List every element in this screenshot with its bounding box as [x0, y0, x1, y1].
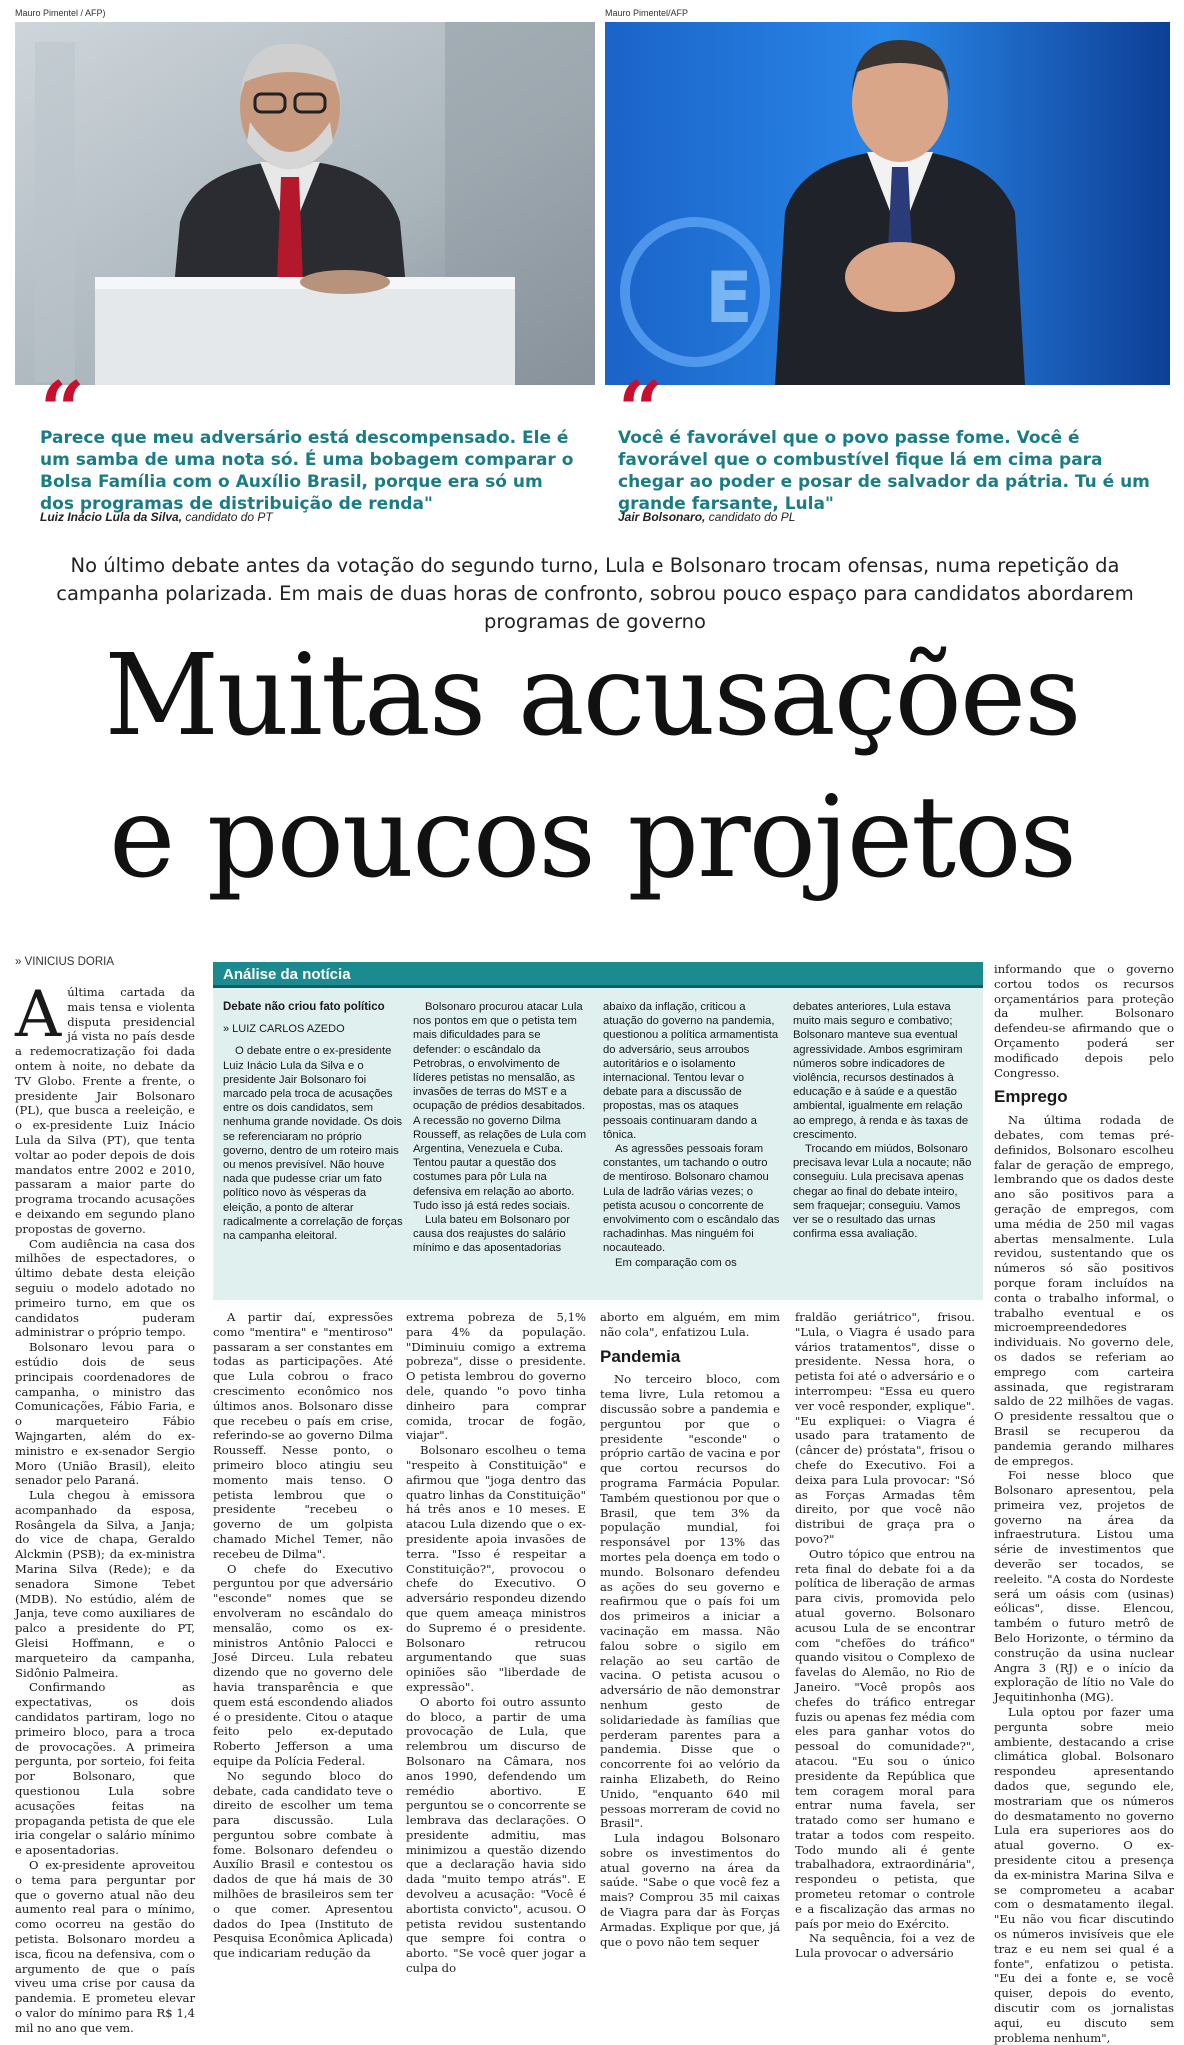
analysis-column-1	[223, 1000, 403, 1295]
attribution-name: Jair Bolsonaro,	[618, 510, 706, 524]
photo-lula	[15, 22, 595, 385]
headline-line-1: Muitas acusações	[104, 631, 1080, 761]
quote-left: Parece que meu adversário está descompensado. Ele é um samba de uma nota só. É uma bobagem comparar o Bolsa Família com o Auxílio Brasil, porque era só um dos programas de distribuição de renda"	[40, 428, 574, 514]
analysis-column-4	[793, 1000, 973, 1295]
section-heading-emprego: Emprego	[994, 1087, 1068, 1107]
article-paragraph: O chefe do Executivo perguntou por que adversário "esconde" nomes que se envolveram no escândalo do mensalão, como os ex-ministros Antônio Palocci e José Dirceu. Lula rebateu dizendo que no governo dele havia transparência e que quem está escondendo aliados é o presidente. Citou o ataque feito pelo ex-deputado Roberto Jefferson a uma equipe da Polícia Federal.	[213, 1561, 393, 1768]
quote-right: Você é favorável que o povo passe fome. Você é favorável que o combustível fique lá em cima para chegar ao poder e posar de salvador da pátria. Tu é um grande farsante, Lula"	[618, 428, 1150, 514]
analysis-paragraph: Trocando em miúdos, Bolsonaro precisava levar Lula a nocaute; não conseguiu. Lula precisava apenas chegar ao final do debate inteiro, sem fraquejar; conseguiu. Vamos ver se o resultado das urnas confirma essa avaliação.	[793, 1143, 972, 1241]
article-paragraph: última cartada da mais tensa e violenta disputa presidencial já vista no país desde a redemocratização foi dada ontem à noite, no debate da TV Globo. Frente a frente, o presidente Jair Bolsonaro (PL), que busca a reeleição, e o ex-presidente Luiz Inácio Lula da Silva (PT), que tenta voltar ao poder depois de dois mandatos entre 2002 e 2010, passaram a maior parte do programa trocando acusações e deixando em segundo plano propostas de governo.	[15, 985, 195, 1236]
article-paragraph: Bolsonaro escolheu o tema "respeito à Constituição" e afirmou que "joga dentro das quatro linhas da Constituição" há três anos e 10 meses. E atacou Lula dizendo que o ex-presidente apoia invasões de terra. "Isso é respeitar a Constituição?", provocou o chefe do Executivo. O adversário respondeu dizendo que quem ameaça ministros do Supremo é o presidente. Bolsonaro retrucou argumentando que suas opiniões são "liberdade de expressão".	[406, 1443, 586, 1694]
article-paragraph: O aborto foi outro assunto do bloco, a partir de uma provocação de Lula, que relembrou um discurso de Bolsonaro na Câmara, nos anos 1990, defendendo um remédio abortivo. E perguntou se o concorrente se lembrava das declarações. O presidente admitiu, mas minimizou a questão dizendo que a declaração havia sido dada "muito tempo atrás". E devolveu a acusação: "Você é abortista convicto", acusou. O petista revidou sustentando que sempre foi contra o aborto. "Se você quer jogar a culpa do	[406, 1694, 586, 1976]
analysis-title: Debate não criou fato político	[223, 1001, 385, 1013]
byline: » VINICIUS DORIA	[15, 956, 115, 968]
analysis-paragraph: O debate entre o ex-presidente Luiz Inácio Lula da Silva e o presidente Jair Bolsonaro foi marcado pela troca de acusações entre os dois candidatos, sem nenhuma grande novidade. Os dois se referenciaram no próprio governo, dentro de um roteiro mais ou menos previsível. Não houve nada que pudesse criar um fato político novo às vésperas da eleição, a ponto de alterar radicalmente a correlação de forças na campanha eleitoral.	[223, 1045, 403, 1243]
attribution-name: Luiz Inácio Lula da Silva,	[40, 510, 183, 524]
analysis-header	[213, 962, 983, 988]
article-column-5	[795, 1310, 975, 1961]
article-column-2	[213, 1310, 393, 1961]
analysis-paragraph: Bolsonaro procurou atacar Lula nos pontos em que o petista tem mais dificuldades para se defender: o escândalo da Petrobras, o envolvimento de líderes petistas no mensalão, as invasões de terras do MST e a ocupação de prédios desabitados. A recessão no governo Dilma Rousseff, as relações de Lula com Argentina, Venezuela e Cuba. Tentou pautar a questão dos costumes para pôr Lula na defensiva em relação ao aborto. Tudo isso já está redes sociais.	[413, 1001, 587, 1212]
article-paragraph: fraldão geriátrico", frisou. "Lula, o Viagra é usado para vários tratamentos", disse o presidente. Nessa hora, o petista foi até o adversário e o interrompeu: "Essa eu quero ver você responder, explique". "Eu expliquei: o Viagra é usado para tratamento de (câncer de) próstata", frisou o chefe do Executivo. Foi a deixa para Lula provocar: "Só as Forças Armadas têm direito, por que você não distribui de graça pra o povo?"	[795, 1310, 975, 1546]
quote-mark-right: “	[618, 365, 653, 456]
attribution-role: candidato do PT	[182, 510, 273, 524]
analysis-paragraph: As agressões pessoais foram constantes, um tachando o outro de mentiroso. Bolsonaro chamou Lula de ladrão várias vezes; o petista acusou o concorrente de envolvimento com o escândalo das rachadinhas. Mas ninguém foi nocauteado.	[603, 1143, 780, 1255]
article-paragraph: Outro tópico que entrou na reta final do debate foi a da política de liberação de armas para civis, promovida pelo atual governo. Bolsonaro acusou Lula de se encontrar com "chefões do tráfico" quando visitou o Complexo de favelas do Alemão, no Rio de Janeiro. "Você propôs aos chefes do tráfico entregar fuzis ou apenas fez média com eles para ganhar votos do pessoal do comunidade?", atacou. "Eu sou o único presidente da República que tem coragem moral para entrar numa favela, ser tratado como ser humano e tratar a todos com respeito. Todo mundo ali é gente trabalhadora, extraordinária", respondeu o petista, que prometeu retomar o controle e a fiscalização das armas no país por meio do Exército.	[795, 1546, 975, 1931]
article-column-1	[15, 978, 195, 2035]
article-paragraph: Lula optou por fazer uma pergunta sobre meio ambiente, destacando a crise climática global. Bolsonaro respondeu apresentando dados que, segundo ele, mostrariam que os números do desmatamento no governo Lula era superiores aos do atual governo. O ex-presidente citou a presença da ex-ministra Marina Silva e se comprometeu a acabar com o desmatamento ilegal. "Eu não vou ficar discutindo os números invisíveis que ele traz e eu nem sei qual é a fonte", enfatizou o petista. "Eu dei a fonte e, se você quiser, depois do evento, discutir com os jornalistas aqui, eu discuto sem problema nenhum",	[994, 1705, 1174, 2045]
analysis-column-2	[413, 1000, 591, 1295]
article-paragraph: Bolsonaro levou para o estúdio dois de seus principais coordenadores de campanha, o ministro das Comunicações, Fábio Faria, e o marqueteiro Fábio Wajngarten, além do ex-ministro e ex-senador Sergio Moro (União Brasil), eleito senador pelo Paraná.	[15, 1340, 195, 1488]
article-column-6	[994, 962, 1174, 2045]
article-paragraph: extrema pobreza de 5,1% para 4% da população. "Diminuiu comigo a extrema pobreza", disse o presidente. O petista lembrou do governo dele, quando "o povo tinha dinheiro para comprar comida, trocar de fogão, viajar".	[406, 1310, 586, 1443]
article-paragraph: informando que o governo cortou todos os recursos orçamentários para proteção da mulher. Bolsonaro defendeu-se afirmando que o Orçamento poderá ser modificado depois pelo Congresso.	[994, 962, 1174, 1080]
photo-credit-right: Mauro Pimentel/AFP	[605, 8, 689, 18]
headline-line-2: e poucos projetos	[109, 773, 1075, 903]
analysis-column-3	[603, 1000, 781, 1295]
article-paragraph: No terceiro bloco, com tema livre, Lula retomou a discussão sobre a pandemia e perguntou por que o presidente "esconde" o próprio cartão de vacina e por que cortou recursos do programa Farmácia Popular. Também questionou por que o Brasil, que tem 3% da população mundial, foi responsável por 13% das mortes pela doença em todo o mundo. Bolsonaro defendeu as ações do seu governo e reafirmou que o país foi um dos primeiros a iniciar a vacinação em massa. Não falou sobre o sigilo em relação ao seu cartão de vacina. O petista acusou o adversário de não demonstrar nenhum gesto de solidariedade às famílias que perderam parentes para a pandemia. Disse que o concorrente foi ao velório da rainha Elizabeth, do Reino Unido, "enquanto 640 mil pessoas morreram de covid no Brasil".	[600, 1372, 781, 1831]
analysis-box	[213, 962, 983, 1300]
attribution-left	[40, 510, 273, 524]
dropcap: A	[15, 978, 62, 1052]
section-heading-pandemia: Pandemia	[600, 1346, 681, 1366]
svg-text:E: E	[705, 257, 753, 339]
attribution-right	[618, 510, 795, 524]
subheadline: No último debate antes da votação do segundo turno, Lula e Bolsonaro trocam ofensas, numa repetição da campanha polarizada. Em mais de duas horas de confronto, sobrou pouco espaço para candidatos abordarem programas de governo	[56, 554, 1134, 633]
article-paragraph: A partir daí, expressões como "mentira" e "mentiroso" passaram a ser constantes em todas as participações. Até que Lula cobrou o fraco crescimento econômico nos últimos anos. Bolsonaro disse que recebeu o país em crise, referindo-se ao governo Dilma Rousseff. Nesse ponto, o primeiro bloco atingiu seu momento mais tenso. O petista lembrou que o presidente "recebeu o governo de um golpista chamado Michel Temer, não recebeu de Dilma".	[213, 1310, 393, 1561]
analysis-paragraph: abaixo da inflação, criticou a atuação do governo na pandemia, questionou a política armamentista do adversário, seus arroubos autoritários e o isolamento internacional. Tentou levar o debate para a discussão de propostas, mas os ataques pessoais continuaram dando a tônica.	[603, 1001, 779, 1141]
attribution-role: candidato do PL	[705, 510, 796, 524]
analysis-label: Análise da notícia	[223, 966, 351, 983]
quote-mark-left: “	[40, 365, 75, 456]
article-paragraph: Na sequência, foi a vez de Lula provocar o adversário	[795, 1931, 975, 1961]
article-paragraph: Foi nesse bloco que Bolsonaro apresentou, pela primeira vez, projetos de governo na área da infraestrutura. Listou uma série de investimentos que deverão ser tocados, se reeleito. "A costa do Nordeste será um oásis com (usinas) eólicas", disse. Elencou, também o futuro metrô de Belo Horizonte, o término da construção da usina nuclear Angra 3 (RJ) e o início da exploração de lítio no Vale do Jequitinhonha (MG).	[994, 1468, 1174, 1705]
article-paragraph: Lula indagou Bolsonaro sobre os investimentos do atual governo na área da saúde. "Sabe o que você fez a mais? Comprou 35 mil caixas de Viagra para dar às Forças Armadas. Explique por que, já que o povo não tem sequer	[600, 1831, 780, 1949]
article-paragraph: Na última rodada de debates, com temas pré-definidos, Bolsonaro escolheu falar de geração de emprego, lembrando que os dados deste ano são positivos para a geração de empregos, com uma média de 250 mil vagas abertas mensalmente. Lula revidou, sustentando que os números só são positivos porque foram incluídos na conta o trabalho informal, o trabalho eventual e os microempreendedores individuais. No governo dele, os dados se referiam ao emprego com carteira assinada, que registraram saldo de 22 milhões de vagas. O presidente ressaltou que o Brasil se recuperou da pandemia gerando milhares de empregos.	[994, 1113, 1174, 1468]
article-paragraph: No segundo bloco do debate, cada candidato teve o direito de escolher um tema para discussão. Lula perguntou sobre combate à fome. Bolsonaro defendeu o Auxílio Brasil e contestou os dados de que há mais de 30 milhões de brasileiros sem ter o que comer. Apresentou dados do Ipea (Instituto de Pesquisa Econômica Aplicada) que indicariam redução da	[213, 1768, 393, 1961]
article-column-4	[600, 1310, 781, 1949]
article-column-3	[406, 1310, 586, 1976]
analysis-author: » LUIZ CARLOS AZEDO	[223, 1023, 345, 1036]
analysis-paragraph: Lula bateu em Bolsonaro por causa dos reajustes do salário mínimo e das aposentadorias	[413, 1214, 571, 1255]
analysis-paragraph: Em comparação com os	[615, 1256, 737, 1269]
photo-credit-left: Mauro Pimentel / AFP)	[15, 8, 106, 18]
article-paragraph: Lula chegou à emissora acompanhado da esposa, Rosângela da Silva, a Janja; do vice de chapa, Geraldo Alckmin (PSB); da ex-ministra Marina Silva (Rede); e da senadora Simone Tebet (MDB). No estúdio, além de Janja, teve como auxiliares de palco a presidente do PT, Gleisi Hoffmann, e o marqueteiro da campanha, Sidônio Palmeira.	[15, 1488, 195, 1680]
analysis-paragraph: debates anteriores, Lula estava muito mais seguro e combativo; Bolsonaro manteve sua eventual agressividade. Ambos esgrimiram números sobre indicadores de violência, recursos destinados à educação e à saúde e a questão ambiental, igualmente em relação ao emprego, à renda e às taxas de crescimento.	[793, 1001, 969, 1141]
article-paragraph: O ex-presidente aproveitou o tema para perguntar por que o governo atual não deu aumento real para o mínimo, como ocorreu na gestão do petista. Bolsonaro mordeu a isca, ficou na defensiva, com o argumento de que o país viveu uma crise por causa da pandemia. E prometeu elevar o valor do mínimo para R$ 1,4 mil no ano que vem.	[15, 1858, 195, 2035]
article-paragraph: aborto em alguém, em mim não cola", enfatizou Lula.	[600, 1310, 780, 1339]
article-paragraph: Com audiência na casa dos milhões de espectadores, o último debate desta eleição seguiu o modelo adotado no primeiro turno, em que os candidatos puderam administrar o próprio tempo.	[15, 1236, 195, 1340]
photo-bolsonaro	[605, 22, 1170, 385]
article-paragraph: Confirmando as expectativas, os dois candidatos partiram, logo no primeiro bloco, para a troca de provocações. A primeira pergunta, por sorteio, foi feita por Bolsonaro, que questionou Lula sobre acusações feitas na propaganda petista de que ele iria congelar o salário mínimo e aposentadorias.	[15, 1680, 195, 1858]
